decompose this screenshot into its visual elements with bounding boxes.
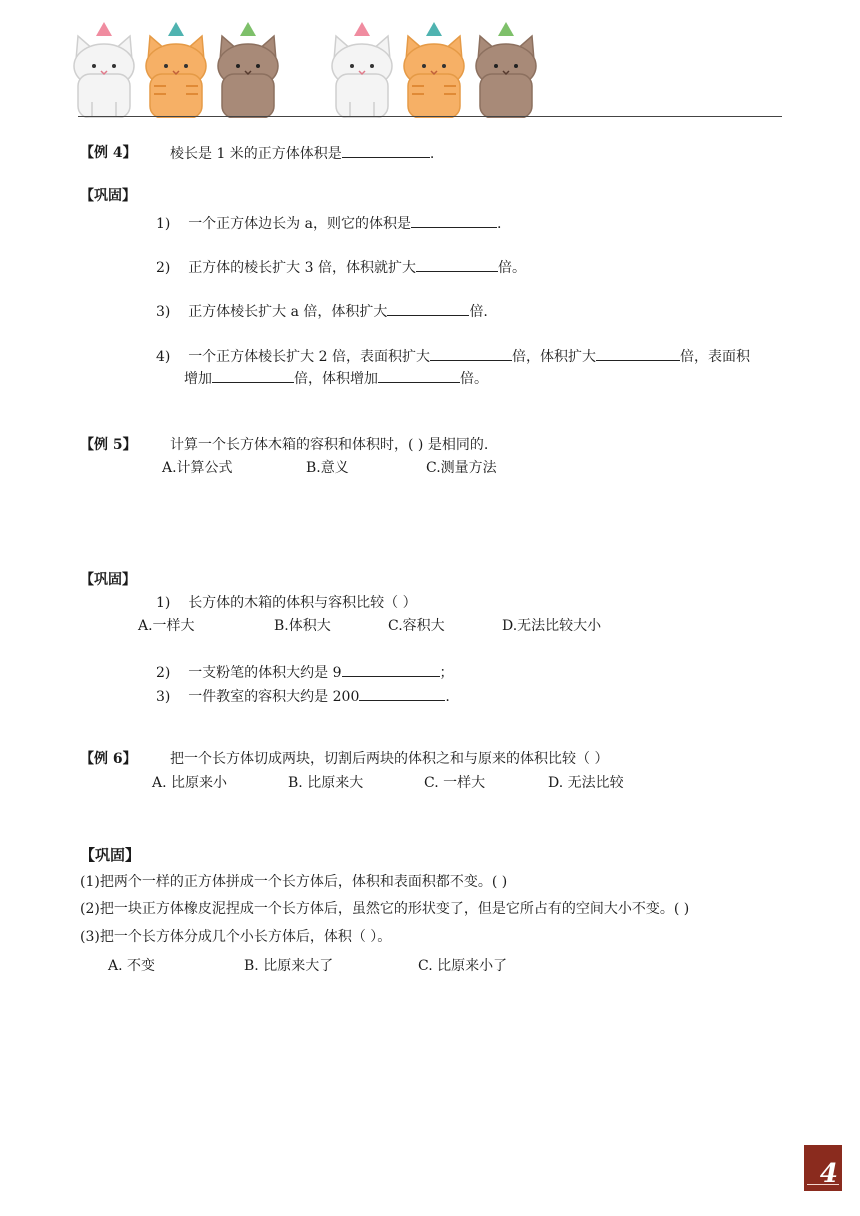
- answer-blank[interactable]: [342, 663, 440, 677]
- consolidation2-item-1: 1) 长方体的木箱的体积与容积比较（ ）: [156, 595, 417, 611]
- answer-blank[interactable]: [416, 258, 498, 272]
- answer-blank[interactable]: [596, 347, 680, 361]
- answer-blank[interactable]: [212, 369, 294, 383]
- consolidation3-option-a[interactable]: A. 不变: [108, 958, 156, 974]
- page-number: 4: [819, 1159, 838, 1189]
- example-6-option-c[interactable]: C. 一样大: [424, 775, 486, 791]
- consolidation-item-3: 3) 正方体棱长扩大 a 倍，体积扩大 倍.: [156, 304, 488, 320]
- answer-blank[interactable]: [411, 214, 497, 228]
- cat-white-icon: [332, 22, 392, 118]
- example-6-question: 把一个长方体切成两块，切割后两块的体积之和与原来的体积比较（ ）: [170, 751, 609, 767]
- answer-blank[interactable]: [342, 144, 430, 158]
- consolidation2-option-a[interactable]: A.一样大: [138, 618, 195, 634]
- consolidation-title: 【巩固】: [80, 188, 136, 204]
- example-4-tag: 【例 4】: [80, 145, 137, 161]
- consolidation3-option-c[interactable]: C. 比原来小了: [418, 958, 508, 974]
- example-6-option-d[interactable]: D. 无法比较: [548, 775, 624, 791]
- cat-brown-icon: [218, 22, 278, 118]
- consolidation2-option-c[interactable]: C.容积大: [388, 618, 445, 634]
- example-5-option-c[interactable]: C.测量方法: [426, 460, 497, 476]
- consolidation-title: 【巩固】: [80, 846, 141, 864]
- header-divider: [78, 116, 782, 117]
- cat-brown-icon: [476, 22, 536, 118]
- answer-blank[interactable]: [430, 347, 512, 361]
- cat-white-icon: [74, 22, 134, 118]
- answer-blank[interactable]: [387, 302, 469, 316]
- header-cats-illustration: [70, 22, 550, 118]
- cat-orange-icon: [404, 22, 464, 118]
- page-number-badge: [804, 1145, 842, 1191]
- consolidation-item-4: 4) 一个正方体棱长扩大 2 倍，表面积扩大 倍，体积扩大 倍，表面积: [156, 349, 750, 365]
- consolidation2-option-d[interactable]: D.无法比较大小: [502, 618, 602, 634]
- consolidation2-item-2: 2) 一支粉笔的体积大约是 9 ；: [156, 665, 454, 681]
- example-6-option-a[interactable]: A. 比原来小: [152, 775, 228, 791]
- answer-blank[interactable]: [378, 369, 460, 383]
- example-5-option-a[interactable]: A.计算公式: [162, 460, 233, 476]
- example-5-question: 计算一个长方体木箱的容积和体积时，( ) 是相同的.: [170, 437, 489, 453]
- consolidation-title: 【巩固】: [80, 572, 136, 588]
- example-6-option-b[interactable]: B. 比原来大: [288, 775, 364, 791]
- answer-blank[interactable]: [359, 687, 445, 701]
- consolidation3-option-b[interactable]: B. 比原来大了: [244, 958, 334, 974]
- consolidation2-item-3: 3) 一件教室的容积大约是 200 .: [156, 689, 450, 705]
- consolidation2-option-b[interactable]: B.体积大: [274, 618, 331, 634]
- consolidation-item-4-cont: 增加 倍，体积增加 倍。: [184, 371, 488, 387]
- consolidation3-item-1: (1)把两个一样的正方体拼成一个长方体后，体积和表面积都不变。( ): [80, 874, 508, 890]
- consolidation-item-1: 1) 一个正方体边长为 a，则它的体积是 .: [156, 216, 502, 232]
- example-5-tag: 【例 5】: [80, 437, 137, 453]
- example-5-option-b[interactable]: B.意义: [306, 460, 349, 476]
- example-4-question: 棱长是 1 米的正方体体积是 .: [170, 146, 435, 162]
- consolidation3-item-3: (3)把一个长方体分成几个小长方体后，体积（ ）。: [80, 929, 392, 945]
- example-6-tag: 【例 6】: [80, 751, 137, 767]
- consolidation-item-2: 2) 正方体的棱长扩大 3 倍，体积就扩大 倍。: [156, 260, 526, 276]
- cat-orange-icon: [146, 22, 206, 118]
- consolidation3-item-2: (2)把一块正方体橡皮泥捏成一个长方体后，虽然它的形状变了，但是它所占有的空间大小不变。( ): [80, 901, 690, 917]
